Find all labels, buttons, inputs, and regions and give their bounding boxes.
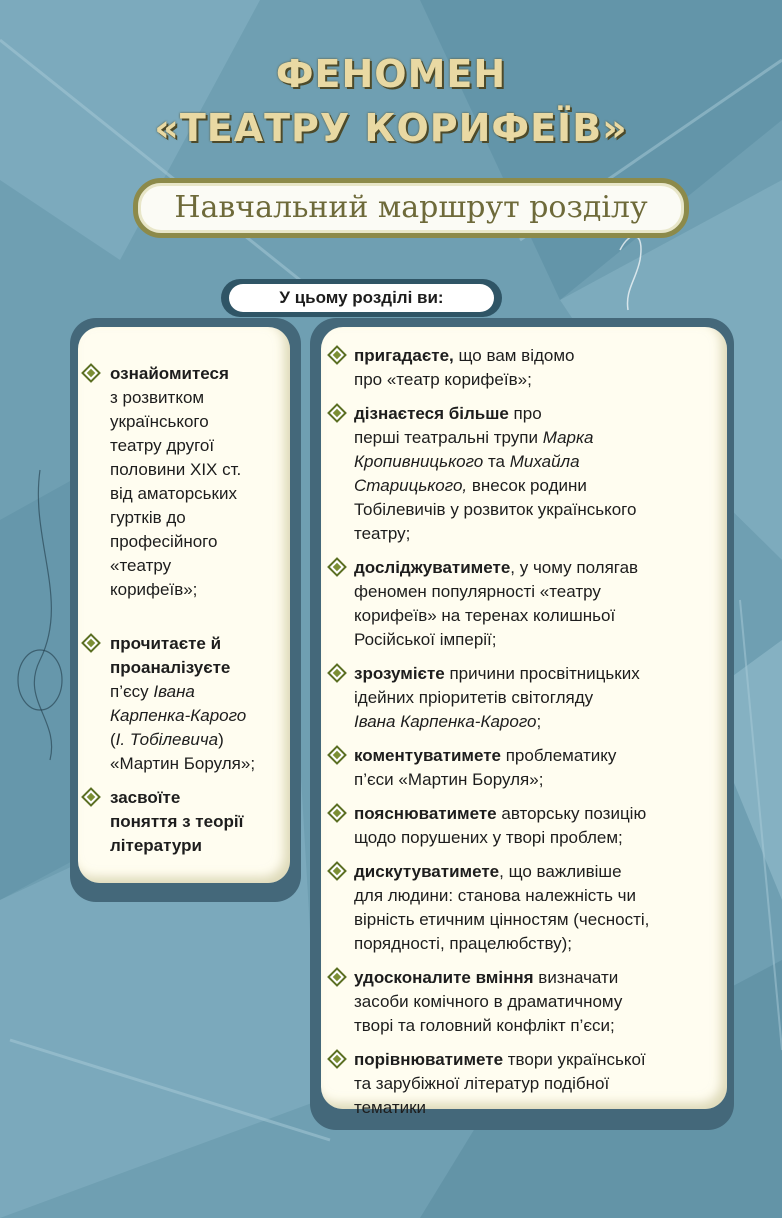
right-objectives-list [328,344,726,1130]
list-item: дискутуватимете, що важливіше для людини: станова належність чи вірність етичним цінностям (чесності, порядності, працелюбству); [328,860,726,956]
list-item: удосконалите вміння визначати засоби комічного в драматичному творі та головний конфлікт п’єси; [328,966,726,1038]
diamond-bullet-icon [81,787,101,807]
list-item: зрозумієте причини просвітницьких ідейних пріоритетів світогляду Івана Карпенка-Карого; [328,662,726,734]
list-item: порівнюватимете твори української та зарубіжної літератур подібної тематики [328,1048,726,1120]
list-item: дізнаєтеся більше про перші театральні трупи Марка Кропивницького та Михайла Старицького, внесок родини Тобілевичів у розвиток українського театру; [328,402,726,546]
diamond-bullet-icon [327,967,347,987]
intro-label: У цьому розділі ви: [229,284,494,312]
list-item: засвоїте поняття з теорії літератури [78,786,290,858]
diamond-bullet-icon [327,745,347,765]
diamond-bullet-icon [81,633,101,653]
intro-pill [221,279,502,317]
diamond-bullet-icon [327,345,347,365]
list-item: досліджуватимете, у чому полягав феномен популярності «театру корифеїв» на теренах колишньої Російської імперії; [328,556,726,652]
list-item: пригадаєте, що вам відомо про «театр корифеїв»; [328,344,726,392]
diamond-bullet-icon [81,363,101,383]
diamond-bullet-icon [327,557,347,577]
list-item: пояснюватимете авторську позицію щодо порушених у творі проблем; [328,802,726,850]
chapter-title-line1: ФЕНОМЕН [275,52,507,96]
list-item: прочитаєте й проаналізуєте п’єсу Івана Карпенка-Карого (І. Тобілевича) «Мартин Боруля»; [78,632,290,776]
left-objectives-list [78,362,290,868]
diamond-bullet-icon [327,403,347,423]
diamond-bullet-icon [327,663,347,683]
list-item: коментуватимете проблематику п’єси «Мартин Боруля»; [328,744,726,792]
chapter-title-line2: «ТЕАТРУ КОРИФЕЇВ» [154,106,628,150]
diamond-bullet-icon [327,803,347,823]
learning-route-banner: Навчальний маршрут розділу [133,178,689,238]
diamond-bullet-icon [327,861,347,881]
diamond-bullet-icon [327,1049,347,1069]
list-item: ознайомитеся з розвитком українського театру другої половини XIX ст. від аматорських гуртків до професійного «театру корифеїв»; [78,362,290,602]
